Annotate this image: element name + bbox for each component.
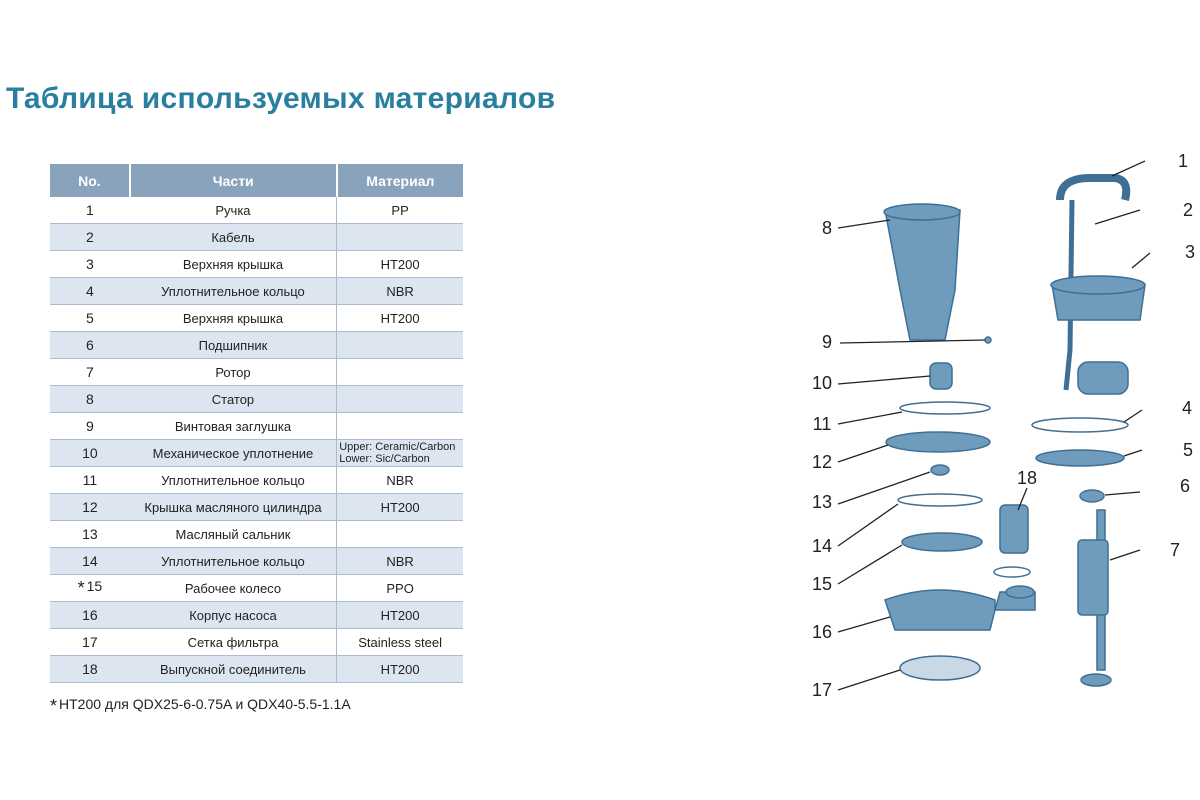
cell-part: Механическое уплотнение: [130, 440, 337, 467]
cell-part: Подшипник: [130, 332, 337, 359]
impeller-part: [902, 533, 982, 551]
material-line: NBR: [386, 283, 414, 299]
cell-material: [337, 278, 463, 305]
row-number: 11: [82, 472, 98, 488]
cell-no: [50, 494, 130, 521]
cell-no: [50, 359, 130, 386]
callout-15: 15: [811, 574, 833, 594]
cell-material: [337, 602, 463, 629]
oil-cover-part: [886, 432, 990, 452]
table-header-row: [50, 164, 463, 197]
row-number: 7: [85, 364, 94, 380]
cell-no: [50, 521, 130, 548]
cell-material: [337, 656, 463, 683]
callout-4: 4: [1181, 398, 1193, 418]
cell-no: [50, 467, 130, 494]
cell-part: Верхняя крышка: [130, 251, 337, 278]
row-number: 12: [82, 499, 98, 515]
material-line-2: Lower: Sic/Carbon: [339, 453, 430, 465]
callout-16: 16: [811, 622, 833, 642]
cell-no: [50, 602, 130, 629]
cell-material: [337, 197, 463, 224]
outlet-ring-part: [994, 567, 1030, 577]
table-row: [50, 224, 463, 251]
cell-no: [50, 629, 130, 656]
cell-material: [337, 224, 463, 251]
cell-no: [50, 413, 130, 440]
stator-housing-part: [885, 210, 960, 340]
cell-no: [50, 656, 130, 683]
cell-no: [50, 197, 130, 224]
row-number: 17: [82, 634, 98, 650]
cell-material: [337, 332, 463, 359]
cell-part: Уплотнительное кольцо: [130, 548, 337, 575]
material-line: Upper: Ceramic/Carbon: [339, 441, 456, 453]
table-row: [50, 656, 463, 683]
row-number: 3: [85, 256, 94, 272]
table-row: [50, 494, 463, 521]
cell-material: [337, 629, 463, 656]
callout-9: 9: [821, 332, 833, 352]
row-number: 15: [86, 577, 103, 594]
material-line: PPO: [386, 580, 414, 596]
callout-6: 6: [1179, 476, 1191, 496]
table-row: [50, 197, 463, 224]
row-number: 1: [85, 202, 94, 218]
cell-no: [50, 440, 130, 467]
cell-material: [337, 494, 463, 521]
cell-part: Статор: [130, 386, 337, 413]
callout-2: 2: [1182, 200, 1194, 220]
row-number: 6: [85, 337, 94, 353]
cell-part: Верхняя крышка: [130, 305, 337, 332]
oring-11-part: [900, 402, 990, 414]
stator-rim-part: [884, 204, 960, 220]
row-number: 4: [85, 283, 94, 299]
table-row: [50, 602, 463, 629]
outlet-connector-part: [1000, 505, 1028, 553]
table-row: [50, 332, 463, 359]
table-row: [50, 521, 463, 548]
cell-no: [50, 224, 130, 251]
row-number: 8: [85, 391, 94, 407]
cover-5-part: [1036, 450, 1124, 466]
cell-no: [50, 386, 130, 413]
callout-3: 3: [1184, 242, 1196, 262]
cell-material: [337, 251, 463, 278]
header-material: Материал: [337, 164, 463, 197]
table-row: [50, 548, 463, 575]
table-row: [50, 413, 463, 440]
cell-material: [337, 359, 463, 386]
rotor-foot-part: [1081, 674, 1111, 686]
table-row: [50, 386, 463, 413]
table-row: [50, 359, 463, 386]
top-cover-rim-part: [1051, 276, 1145, 294]
cell-part: Уплотнительное кольцо: [130, 467, 337, 494]
oring-4-part: [1032, 418, 1128, 432]
cell-part: Кабель: [130, 224, 337, 251]
rotor-body-part: [1078, 540, 1108, 615]
outlet-part: [1006, 586, 1034, 598]
bearing-6-part: [1080, 490, 1104, 502]
cell-part: Сетка фильтра: [130, 629, 337, 656]
cell-part: Корпус насоса: [130, 602, 337, 629]
row-number: 2: [85, 229, 94, 245]
material-line: HT200: [380, 607, 420, 623]
row-number: 5: [85, 310, 94, 326]
callout-12: 12: [811, 452, 833, 472]
row-number: 14: [82, 553, 98, 569]
mech-seal-part: [930, 363, 952, 389]
oil-seal-part: [931, 465, 949, 475]
row-star: *: [77, 577, 85, 598]
cell-part: Выпускной соединитель: [130, 656, 337, 683]
material-line: HT200: [380, 256, 420, 272]
cell-part: Винтовая заглушка: [130, 413, 337, 440]
row-number: 16: [82, 607, 98, 623]
screw-plug-part: [985, 337, 991, 343]
cell-part: Рабочее колесо: [130, 575, 337, 602]
materials-table: [50, 164, 463, 683]
callout-17: 17: [811, 680, 833, 700]
cell-material: [337, 521, 463, 548]
row-number: 10: [82, 445, 98, 461]
row-number: 13: [82, 526, 98, 542]
pump-parts: [884, 178, 1145, 686]
table-row: [50, 305, 463, 332]
callout-8: 8: [821, 218, 833, 238]
material-line: HT200: [380, 310, 420, 326]
callout-10: 10: [811, 373, 833, 393]
cell-part: Ротор: [130, 359, 337, 386]
table-body: [50, 197, 463, 683]
bearing-block-part: [1078, 362, 1128, 394]
table-row: [50, 278, 463, 305]
cell-no: [50, 548, 130, 575]
callout-11: 11: [812, 414, 832, 434]
cell-no: [50, 305, 130, 332]
callout-1: 1: [1177, 151, 1189, 171]
cell-part: Уплотнительное кольцо: [130, 278, 337, 305]
oring-14-part: [898, 494, 982, 506]
row-number: 9: [85, 418, 94, 434]
callout-7: 7: [1169, 540, 1181, 560]
cell-material: [337, 386, 463, 413]
cell-no: [50, 332, 130, 359]
material-line: PP: [391, 202, 409, 218]
material-line: HT200: [380, 661, 420, 677]
cell-material: [337, 305, 463, 332]
cell-part: Масляный сальник: [130, 521, 337, 548]
cell-no: [50, 251, 130, 278]
row-number: 18: [82, 661, 98, 677]
header-part: Части: [130, 164, 337, 197]
material-line: HT200: [380, 499, 420, 515]
pump-exploded-diagram: [790, 140, 1200, 700]
cell-material: [337, 413, 463, 440]
table-row: [50, 467, 463, 494]
footnote-text: HT200 для QDX25-6-0.75A и QDX40-5.5-1.1A: [59, 696, 351, 712]
material-line: NBR: [386, 553, 414, 569]
callout-14: 14: [811, 536, 833, 556]
table-row: [50, 575, 463, 602]
callout-5: 5: [1182, 440, 1194, 460]
page-title: Таблица используемых материалов: [6, 82, 556, 115]
cell-no: [50, 278, 130, 305]
cell-part: Крышка масляного цилиндра: [130, 494, 337, 521]
cell-material: [337, 467, 463, 494]
cell-part: Ручка: [130, 197, 337, 224]
header-no: No.: [50, 164, 130, 197]
cell-material: [337, 548, 463, 575]
material-line: NBR: [386, 472, 414, 488]
cell-material: [337, 440, 463, 467]
callout-labels: [812, 151, 1195, 700]
footnote: [50, 696, 351, 717]
footnote-star: *: [50, 696, 58, 716]
callout-18: 18: [1016, 468, 1038, 488]
cell-material: [337, 575, 463, 602]
table-row: [50, 440, 463, 467]
handle-part: [1060, 178, 1126, 200]
filter-part: [900, 656, 980, 680]
material-line: Stainless steel: [358, 634, 443, 650]
table-row: [50, 629, 463, 656]
callout-13: 13: [811, 492, 833, 512]
table-row: [50, 251, 463, 278]
cell-no: [50, 575, 130, 602]
